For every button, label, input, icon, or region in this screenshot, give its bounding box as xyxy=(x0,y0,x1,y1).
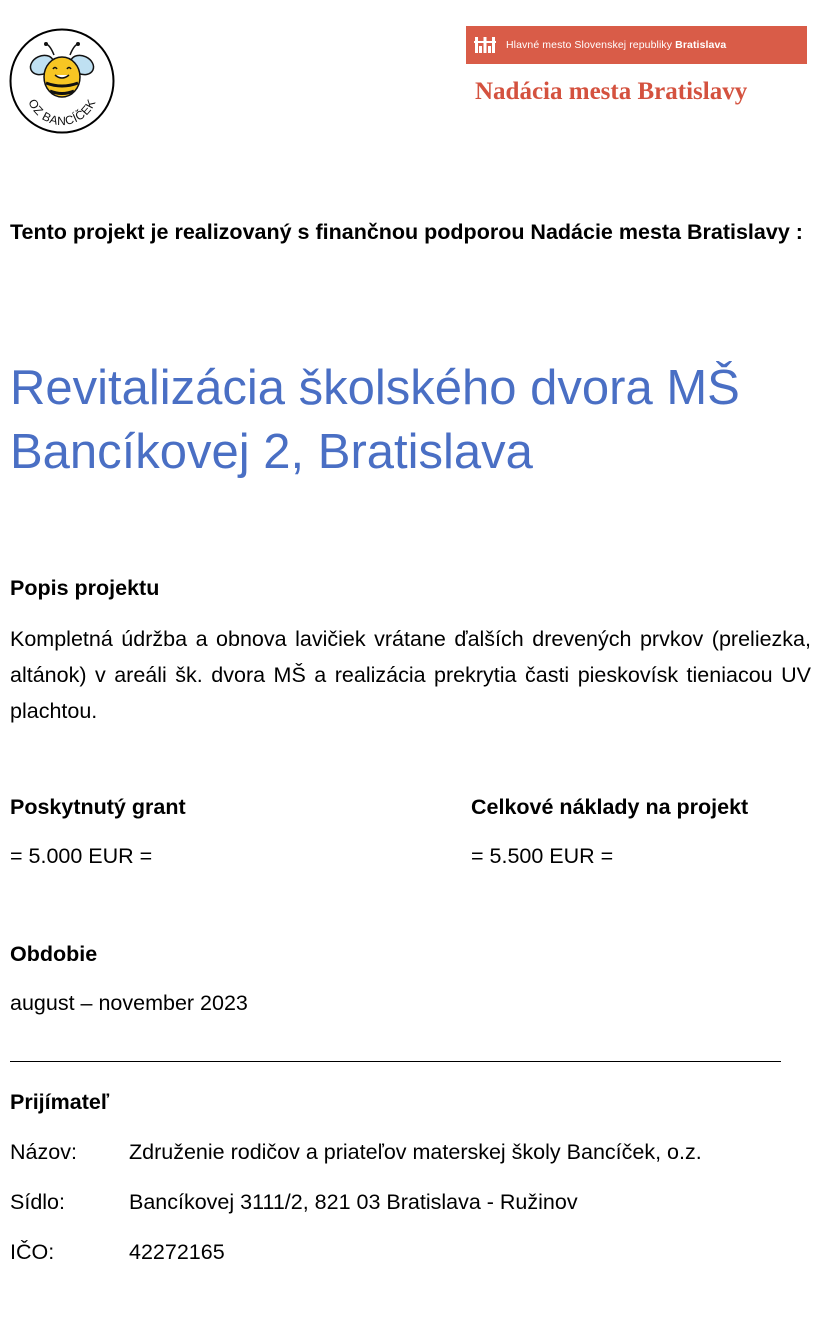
recipient-name-value: Združenie rodičov a priateľov materskej školy Bancíček, o.z. xyxy=(129,1140,702,1164)
period-heading: Obdobie xyxy=(10,942,98,966)
city-bar-name: Bratislava xyxy=(675,39,727,51)
recipient-name-label: Názov: xyxy=(10,1140,77,1164)
total-costs-heading: Celkové náklady na projekt xyxy=(471,795,749,819)
grant-value: = 5.000 EUR = xyxy=(10,844,153,868)
description-heading: Popis projektu xyxy=(10,576,160,600)
recipient-ico-value: 42272165 xyxy=(129,1240,225,1264)
description-text: Kompletná údržba a obnova lavičiek vrátane ďalších drevených prvkov (preliezka, altánok) v areáli šk. dvora MŠ a realizácia prekrytia časti pieskovísk tieniacou UV plachtou. xyxy=(10,627,811,723)
recipient-address-value: Bancíkovej 3111/2, 821 03 Bratislava - Ružinov xyxy=(129,1190,578,1214)
project-title xyxy=(10,356,820,484)
oz-bancicek-logo xyxy=(8,27,116,135)
foundation-name: Nadácia mesta Bratislavy xyxy=(475,78,748,105)
city-bar-prefix: Hlavné mesto Slovenskej republiky xyxy=(506,39,673,51)
city-bar xyxy=(466,26,807,64)
recipient-ico-label: IČO: xyxy=(10,1240,55,1264)
grant-heading: Poskytnutý grant xyxy=(10,795,186,819)
city-crest-icon xyxy=(474,37,496,53)
period-value: august – november 2023 xyxy=(10,991,248,1015)
intro-text: Tento projekt je realizovaný s finančnou podporou Nadácie mesta Bratislavy : xyxy=(10,220,803,244)
project-title-line2: Bancíkovej 2, Bratislava xyxy=(10,425,533,479)
divider xyxy=(10,1061,781,1062)
recipient-address-label: Sídlo: xyxy=(10,1190,65,1214)
total-costs-value: = 5.500 EUR = xyxy=(471,844,614,868)
project-title-line1: Revitalizácia školského dvora MŠ xyxy=(10,361,740,415)
logo-text: OZ BANCÍČEK xyxy=(25,96,99,129)
recipient-heading: Prijímateľ xyxy=(10,1090,110,1114)
